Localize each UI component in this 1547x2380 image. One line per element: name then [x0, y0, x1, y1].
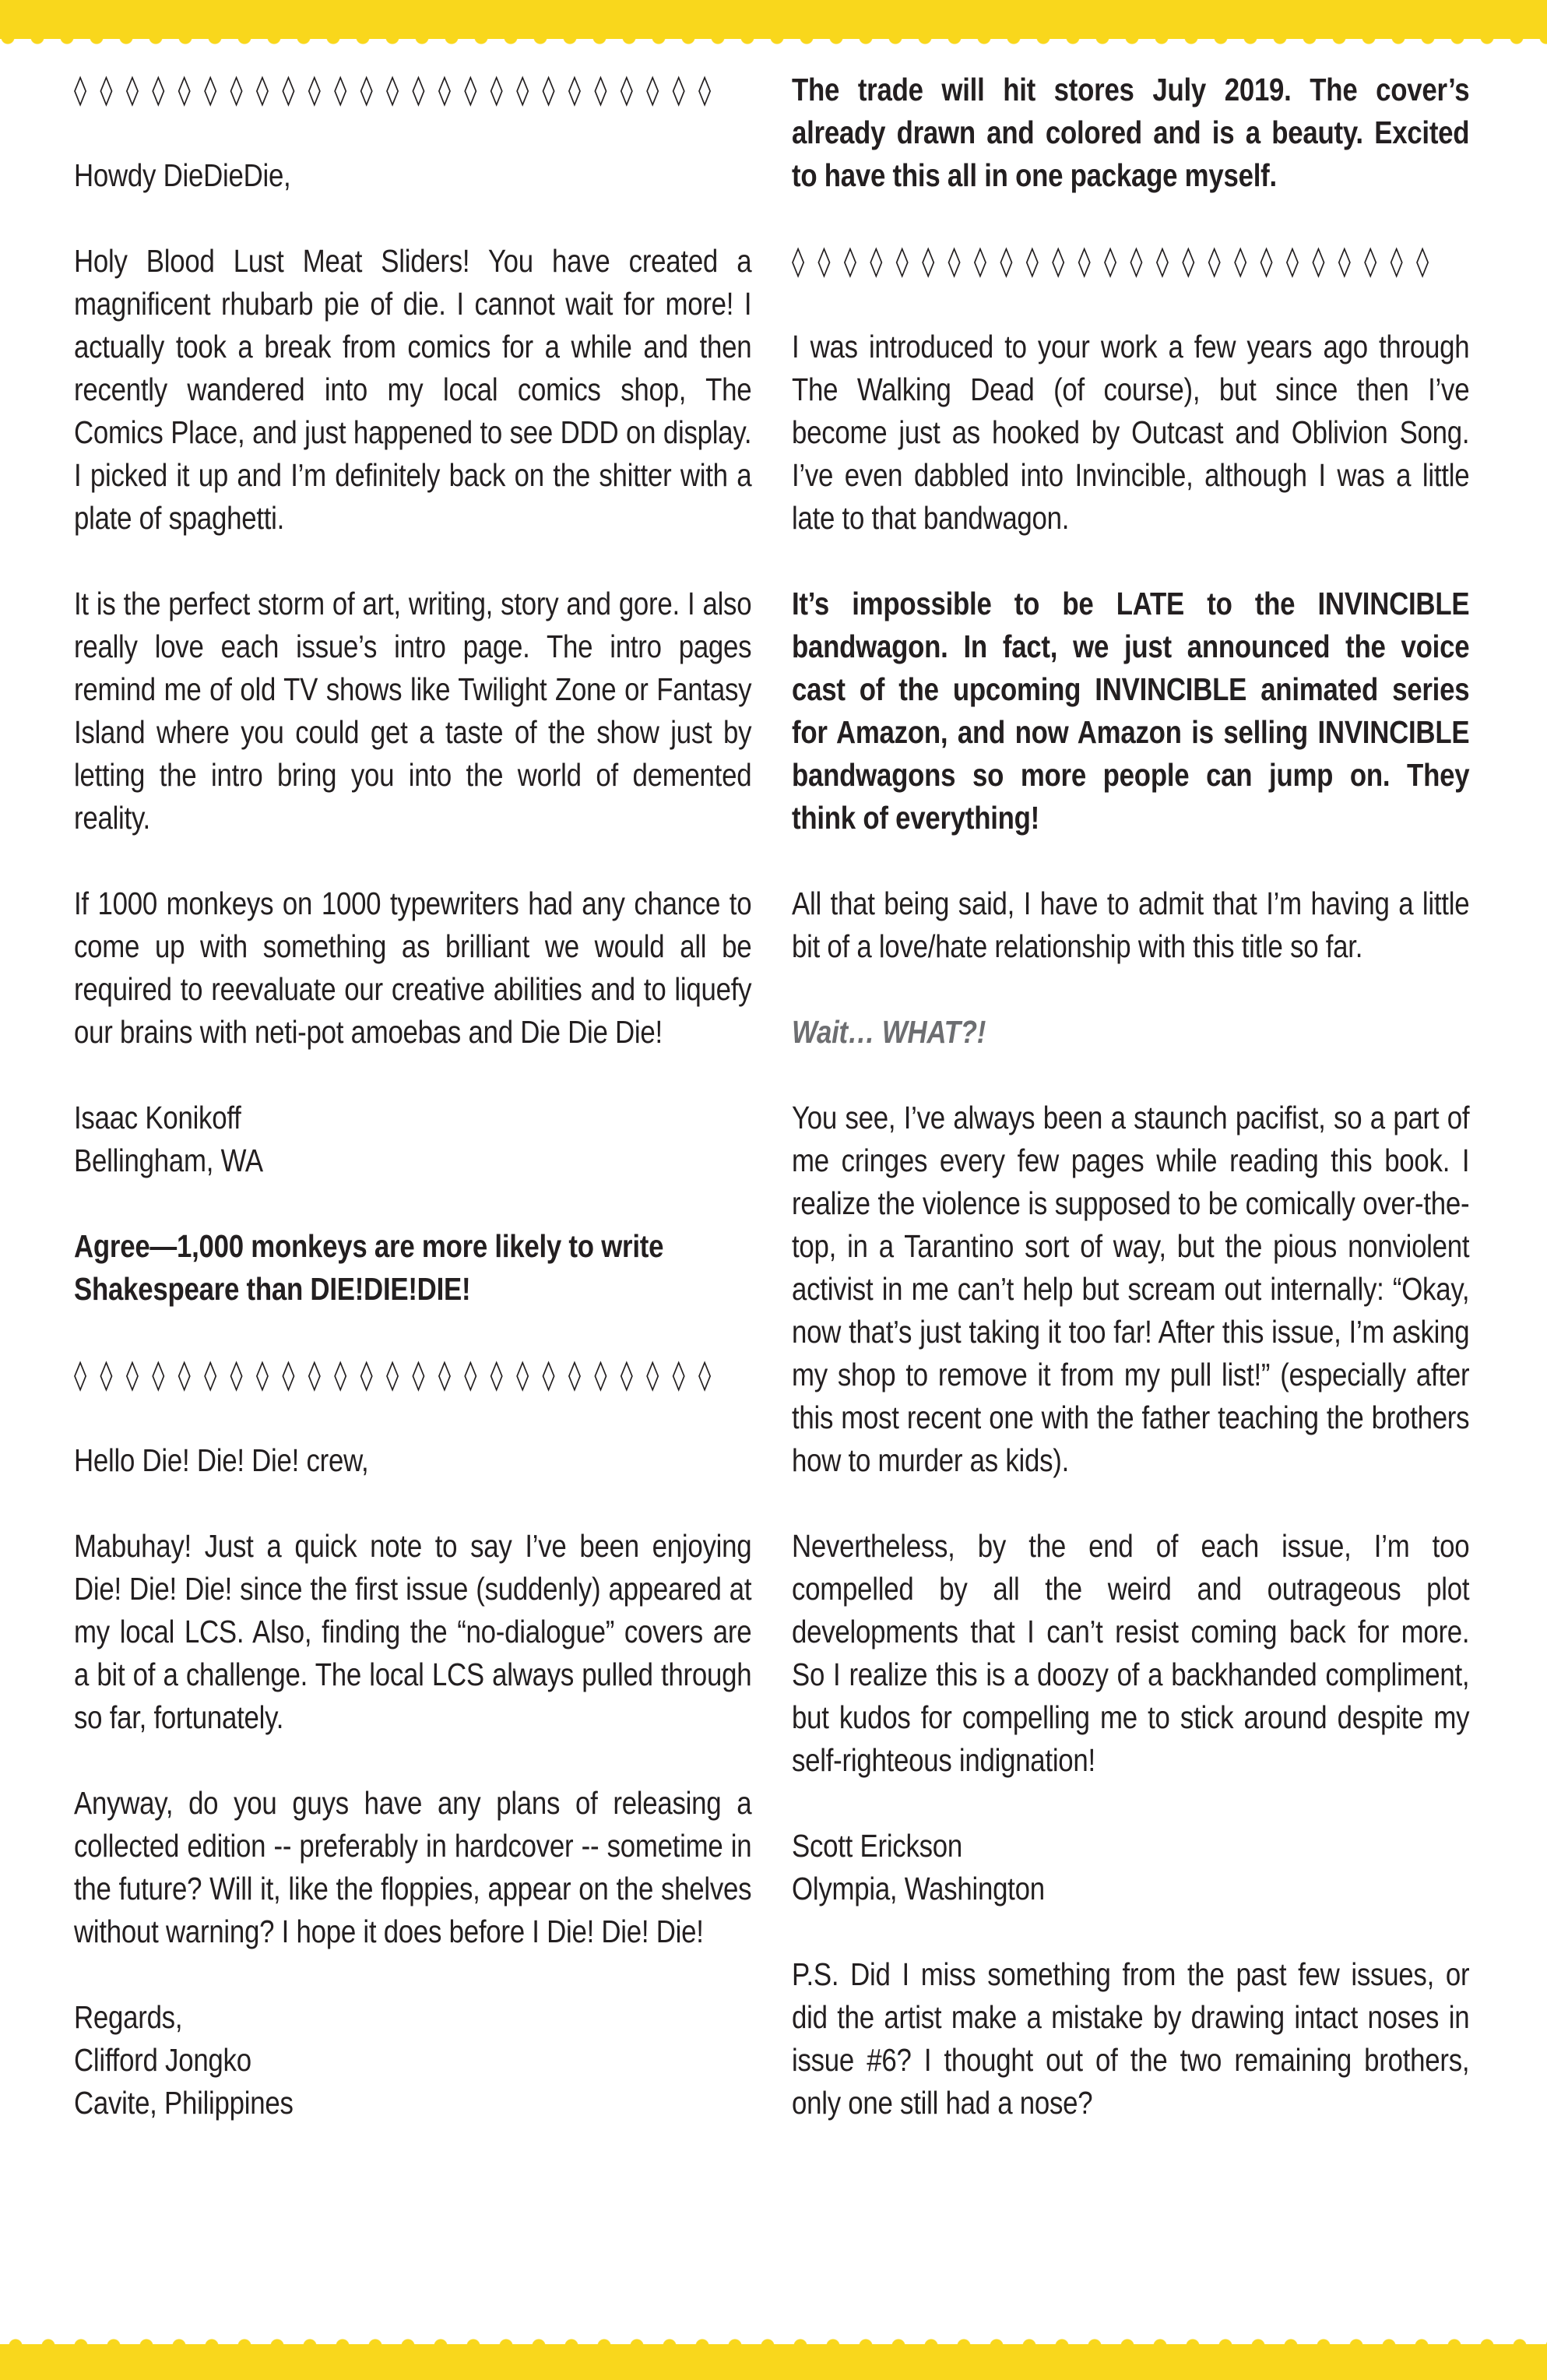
letter-signature — [74, 1097, 751, 1182]
letter-paragraph: Nevertheless, by the end of each issue, I’m too compelled by all the weird and outrageous plot developments that I can’t resist coming back for more. So I realize this is a doozy of a backhanded compliment, but kudos for compelling me to stick around despite my self-righteous indignation! — [792, 1528, 1470, 1778]
letter-signature — [74, 1996, 751, 2125]
closing: Regards, — [74, 1999, 183, 2035]
letter-paragraph: All that being said, I have to admit that I’m having a little bit of a love/hate relationship with this title so far. — [792, 885, 1470, 964]
letter-paragraph: I was introduced to your work a few years ago through The Walking Dead (of course), but since then I’ve become just as hooked by Outcast and Oblivion Song. I’ve even dabbled into Invincible, although I was a little late to that bandwagon. — [792, 329, 1470, 536]
author-location: Cavite, Philippines — [74, 2085, 294, 2121]
letter-paragraph: It is the perfect storm of art, writing, story and gore. I also really love each issue’s intro page. The intro pages remind me of old TV shows like Twilight Zone or Fantasy Island where you could get a taste of the show just by letting the intro bring you into the world of demented reality. — [74, 586, 752, 836]
letter-greeting: Hello Die! Die! Die! crew, — [74, 1442, 369, 1478]
section-divider: ◊ ◊ ◊ ◊ ◊ ◊ ◊ ◊ ◊ ◊ ◊ ◊ ◊ ◊ ◊ ◊ ◊ ◊ ◊ ◊ ◊ ◊ ◊ ◊ ◊ — [74, 72, 714, 107]
section-divider: ◊ ◊ ◊ ◊ ◊ ◊ ◊ ◊ ◊ ◊ ◊ ◊ ◊ ◊ ◊ ◊ ◊ ◊ ◊ ◊ ◊ ◊ ◊ ◊ ◊ — [74, 1357, 714, 1392]
left-column — [74, 69, 752, 2167]
letter-paragraph: You see, I’ve always been a staunch pacifist, so a part of me cringes every few pages while reading this book. I realize the violence is supposed to be comically over-the-top, in a Tarantino sort of way, but the pious nonviolent activist in me can’t help but scream out internally: “Okay, now that’s just taking it too far! After this issue, I’m asking my shop to remove it from my pull list!” (especially after this most recent one with the father teaching the brothers how to murder as kids). — [792, 1100, 1470, 1478]
letter-paragraph: Mabuhay! Just a quick note to say I’ve been enjoying Die! Die! Die! since the first issue (suddenly) appeared at my local LCS. Also, finding the “no-dialogue” covers are a bit of a challenge. The local LCS always pulled through so far, fortunately. — [74, 1528, 752, 1735]
bottom-yellow-band — [0, 2344, 1547, 2380]
author-location: Olympia, Washington — [792, 1871, 1045, 1906]
editor-reply: The trade will hit stores July 2019. The cover’s already drawn and colored and is a beauty. Excited to have this all in one package myself. — [792, 72, 1470, 193]
top-yellow-band — [0, 0, 1547, 39]
right-column — [792, 69, 1470, 2167]
editor-interjection: Wait… WHAT?! — [792, 1014, 986, 1050]
section-divider: ◊ ◊ ◊ ◊ ◊ ◊ ◊ ◊ ◊ ◊ ◊ ◊ ◊ ◊ ◊ ◊ ◊ ◊ ◊ ◊ ◊ ◊ ◊ ◊ ◊ — [792, 244, 1432, 278]
letter-signature — [792, 1825, 1469, 1910]
editor-reply: Agree—1,000 monkeys are more likely to write Shakespeare than DIE!DIE!DIE! — [74, 1228, 664, 1307]
letter-paragraph: Holy Blood Lust Meat Sliders! You have created a magnificent rhubarb pie of die. I cannot wait for more! I actually took a break from comics for a while and then recently wandered into my local comics shop, The Comics Place, and just happened to see DDD on display. I picked it up and I’m definitely back on the shitter with a plate of spaghetti. — [74, 243, 752, 536]
author-name: Scott Erickson — [792, 1828, 962, 1864]
author-name: Clifford Jongko — [74, 2042, 251, 2078]
letter-paragraph: If 1000 monkeys on 1000 typewriters had any chance to come up with something as brilliant we would all be required to reevaluate our creative abilities and to liquefy our brains with neti-pot amoebas and Die Die Die! — [74, 885, 752, 1050]
editor-reply: It’s impossible to be LATE to the INVINCIBLE bandwagon. In fact, we just announced the voice cast of the upcoming INVINCIBLE animated series for Amazon, and now Amazon is selling INVINCIBLE bandwagons so more people can jump on. They think of everything! — [792, 586, 1470, 836]
letter-greeting: Howdy DieDieDie, — [74, 157, 291, 193]
letter-paragraph: Anyway, do you guys have any plans of releasing a collected edition -- preferably in hardcover -- sometime in the future? Will it, like the floppies, appear on the shelves without warning? I hope it does before I Die! Die! Die! — [74, 1785, 752, 1949]
author-name: Isaac Konikoff — [74, 1100, 241, 1135]
letter-postscript: P.S. Did I miss something from the past few issues, or did the artist make a mistake by drawing intact noses in issue #6? I thought out of the two remaining brothers, only one still had a nose? — [792, 1956, 1470, 2121]
author-location: Bellingham, WA — [74, 1142, 263, 1178]
